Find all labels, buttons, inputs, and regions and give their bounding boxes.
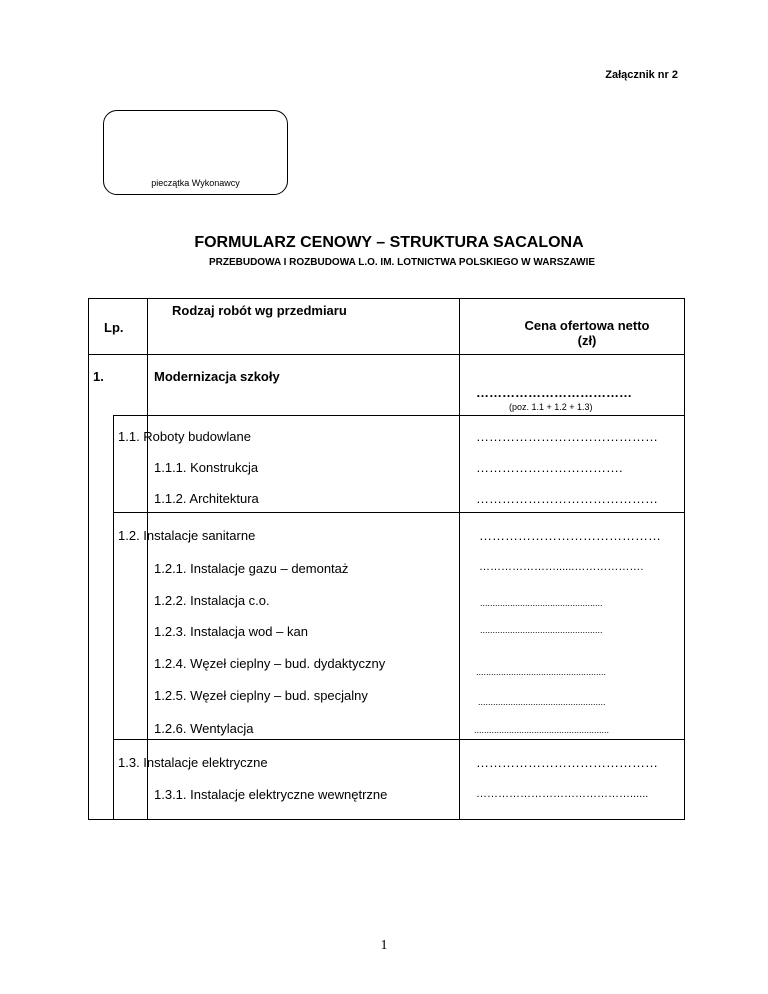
item-1-3-1-label: 1.3.1. Instalacje elektryczne wewnętrzne [154, 787, 388, 802]
page-number: 1 [380, 938, 388, 953]
item-1-2-1-price: …………………......………………. [479, 561, 644, 573]
item-1-1-2-label: 1.1.2. Architektura [154, 491, 259, 506]
main-row-price: ……………………………… [476, 385, 632, 400]
item-1-1-label: 1.1. Roboty budowlane [118, 429, 251, 444]
stamp-box [103, 110, 288, 195]
item-1-3-1-price: ……………………………………...... [476, 788, 649, 800]
main-row-name: Modernizacja szkoły [154, 369, 280, 384]
table-border-bottom [88, 819, 685, 820]
item-1-2-4-price: .................................................... [476, 667, 607, 677]
item-1-2-label: 1.2. Instalacje sanitarne [118, 528, 256, 543]
stamp-label: pieczątka Wykonawcy [151, 178, 240, 188]
item-1-3-label: 1.3. Instalacje elektryczne [118, 755, 268, 770]
item-1-2-1-label: 1.2.1. Instalacje gazu – demontaż [154, 561, 349, 576]
page-subtitle: PRZEBUDOWA I ROZBUDOWA L.O. IM. LOTNICTWA POLSKIEGO W WARSZAWIE [208, 257, 596, 268]
table-border-left [88, 298, 89, 820]
column-divider-lp [147, 298, 148, 820]
item-1-2-6-label: 1.2.6. Wentylacja [154, 721, 254, 736]
item-1-2-3-price: ................................................. [480, 625, 603, 635]
header-work-type: Rodzaj robót wg przedmiaru [172, 303, 347, 318]
column-divider-sub [113, 415, 114, 820]
item-1-1-1-price: ……………………………. [476, 460, 623, 475]
item-1-3-price: …………………………………… [476, 755, 658, 770]
item-1-2-price: …………………………………… [479, 528, 661, 543]
item-1-2-5-price: ................................................... [478, 697, 606, 707]
annex-label: Załącznik nr 2 [605, 69, 678, 81]
item-1-2-4-label: 1.2.4. Węzeł cieplny – bud. dydaktyczny [154, 656, 386, 671]
row-divider-1-1 [113, 512, 685, 513]
table-border-right [684, 298, 685, 820]
item-1-1-price: …………………………………… [476, 429, 658, 444]
column-divider-price [459, 298, 460, 820]
item-1-1-1-label: 1.1.1. Konstrukcja [154, 460, 259, 475]
item-1-2-2-label: 1.2.2. Instalacja c.o. [154, 593, 270, 608]
item-1-2-2-price: ................................................. [480, 598, 603, 608]
main-row-number: 1. [93, 369, 104, 384]
row-divider-main [113, 415, 685, 416]
item-1-2-3-label: 1.2.3. Instalacja wod – kan [154, 624, 308, 639]
header-price: Cena ofertowa netto [524, 318, 650, 333]
main-row-note: (poz. 1.1 + 1.2 + 1.3) [509, 402, 593, 412]
page-title: FORMULARZ CENOWY – STRUKTURA SACALONA [194, 234, 584, 251]
table-border-top [88, 298, 685, 299]
header-price-unit: (zł) [577, 333, 597, 348]
row-divider-1-2 [113, 739, 685, 740]
row-divider-header [88, 354, 685, 355]
item-1-1-2-price: …………………………………… [476, 491, 658, 506]
header-lp: Lp. [104, 320, 124, 335]
item-1-2-5-label: 1.2.5. Węzeł cieplny – bud. specjalny [154, 688, 368, 703]
item-1-2-6-price: ...................................................... [474, 725, 610, 735]
